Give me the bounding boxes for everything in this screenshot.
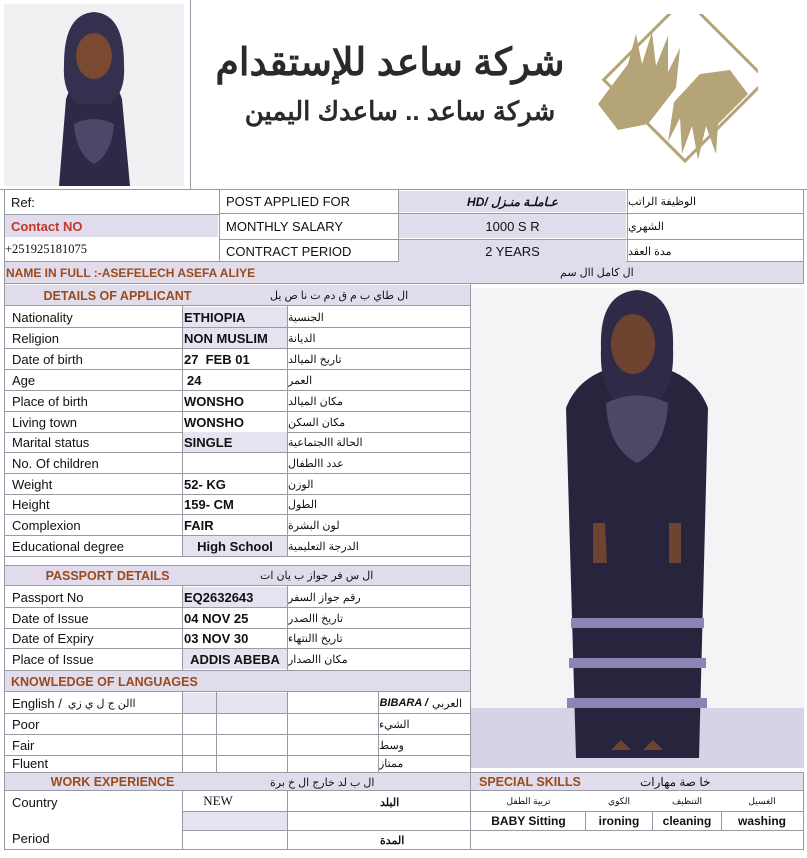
skills-title-ar: خا صة مهارات [640,775,711,789]
country-value: NEW [203,792,233,808]
salary-label-ar: الشهري [628,220,664,233]
passport-no-value: EQ2632643 [183,587,287,607]
skill-washing-ar: الغسيل [748,795,776,806]
age-value: 24 [187,372,202,388]
photo-divider [190,0,191,190]
children-label-ar: عدد االطفال [288,457,344,470]
education-label: Educational degree [12,538,125,554]
skill-cleaning-ar: التنظيف [671,795,703,806]
living-town-label-ar: مكان السكن [288,416,346,429]
children-label: No. Of children [12,455,99,471]
ref-label: Ref: [11,194,35,210]
fair-label: Fair [12,737,35,753]
weight-label: Weight [12,476,53,492]
salary-value: 1000 S R [399,214,626,238]
contract-value: 2 YEARS [399,240,626,262]
weight-label-ar: الوزن [288,478,314,491]
age-label: Age [12,372,36,388]
weight-value: 52- KG [184,476,226,492]
company-name: شركة ساعد للإستقدام [215,42,565,84]
skill-baby-sitting-ar: تربية الطفل [506,795,551,806]
height-label: Height [12,496,50,512]
arabic-label-en: BIBARA / [380,697,428,709]
complexion-label: Complexion [12,517,81,533]
skill-ironing-ar: الكوي [608,795,630,806]
skill-ironing: ironing [598,814,640,828]
work-title: WORK EXPERIENCE [50,775,175,789]
passport-no-label-ar: رقم جواز السفر [288,591,361,604]
pob-label: Place of birth [12,393,88,409]
dob-label: Date of birth [12,351,83,367]
passport-no-label: Passport No [12,589,84,605]
education-value: High School [183,536,287,556]
issue-place-value: ADDIS ABEBA [183,649,287,669]
marital-status-label-ar: الحالة االجتماعية [288,436,363,449]
post-label: POST APPLIED FOR [226,194,351,209]
skill-washing: washing [737,814,786,828]
issue-date-label: Date of Issue [12,610,89,626]
living-town-value: WONSHO [184,414,244,430]
name-label-ar: ال كامل اال سم [560,267,634,279]
period-label: Period [12,830,50,846]
height-value: 159- CM [184,496,234,512]
pob-label-ar: مكان الميالد [288,395,344,408]
religion-value: NON MUSLIM [183,328,287,348]
dob-value: 27 FEB 01 [184,351,250,367]
skills-title: SPECIAL SKILLS [479,775,581,789]
skill-baby-sitting: BABY Sitting [491,814,566,828]
arabic-label-ar: العربي [431,697,462,710]
religion-label-ar: الديانة [288,332,316,345]
period-label-ar: المدة [380,834,405,847]
passport-title: PASSPORT DETAILS [45,568,170,583]
nationality-label-ar: الجنسية [288,311,324,324]
poor-label-ar: الشيء [379,718,410,731]
marital-status-value: SINGLE [183,432,287,452]
expiry-date-value: 03 NOV 30 [184,630,249,646]
dob-label-ar: تاريخ الميالد [288,353,342,366]
english-label-ar: االن ج ل ي زي [67,697,136,710]
post-value: HD/ عـاملـة منـزل [399,191,626,212]
header [0,0,807,190]
education-label-ar: الدرجة التعليمية [288,540,359,553]
country-empty-cell [183,812,287,830]
contract-label-ar: مدة العقد [628,245,672,258]
salary-label: MONTHLY SALARY [226,218,344,234]
applicant-photo-small [4,4,184,186]
expiry-date-label: Date of Expiry [12,630,94,646]
nationality-label: Nationality [12,309,73,325]
company-slogan: شركة ساعد .. ساعدك اليمين [244,96,556,126]
expiry-date-label-ar: تاريخ االنتهاء [288,632,343,645]
english-label-en: English / [12,695,62,711]
post-label-ar: الوظيفة الراتب [628,196,697,208]
contact-value: +251925181075 [5,241,88,256]
marital-status-label: Marital status [12,434,90,450]
poor-label: Poor [12,716,40,732]
contract-label: CONTRACT PERIOD [226,243,352,259]
complexion-label-ar: لون البشرة [288,519,340,532]
fair-label-ar: وسط [379,739,404,752]
work-title-ar: ال ب لد خارج ال خ برة [270,776,375,789]
issue-place-label: Place of Issue [12,651,94,667]
passport-title-ar: ال س فر جواز ب يان ات [260,570,374,582]
english-level-2 [217,693,287,713]
english-label [6,693,181,713]
arabic-label [380,693,468,713]
company-logo [588,14,758,178]
issue-date-label-ar: تاريخ االصدر [288,612,344,625]
fluent-label-ar: ممتاز [379,758,404,770]
contact-label: Contact NO [5,215,218,237]
details-title: DETAILS OF APPLICANT [43,288,192,303]
age-label-ar: العمر [288,374,313,387]
complexion-value: FAIR [184,517,214,533]
details-title-ar: ال طاي ب م ق دم ت نا ص يل [270,290,409,302]
languages-title: KNOWLEDGE OF LANGUAGES [11,674,198,689]
living-town-label: Living town [12,414,78,430]
pob-value: WONSHO [184,393,244,409]
issue-place-label-ar: مكان االصدار [288,653,348,666]
skill-cleaning: cleaning [662,814,712,828]
fluent-label: Fluent [12,756,49,771]
nationality-value: ETHIOPIA [183,307,287,327]
english-level-1 [183,693,216,713]
issue-date-value: 04 NOV 25 [184,610,249,626]
religion-label: Religion [12,330,59,346]
height-label-ar: الطول [288,498,318,511]
name-in-full: NAME IN FULL :-ASEFELECH ASEFA ALIYE [6,265,256,280]
country-label: Country [12,794,58,810]
applicant-photo-full [471,288,804,768]
children-value [183,453,287,473]
country-label-ar: البلد [380,796,400,809]
